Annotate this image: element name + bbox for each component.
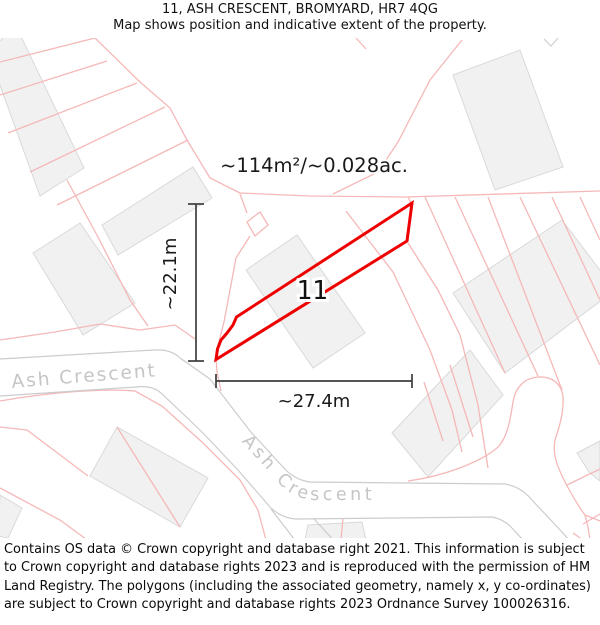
building — [305, 522, 366, 538]
map-canvas — [0, 38, 600, 538]
header — [0, 0, 600, 38]
width-dimension-label: ~27.4m — [277, 391, 351, 412]
page-title: 11, ASH CRESCENT, BROMYARD, HR7 4QG — [162, 2, 438, 17]
area-label: ~114m²/~0.028ac. — [220, 154, 408, 177]
copyright-text: Contains OS data © Crown copyright and database right 2021. This information is subject to Crown copyright and database rights 2023 and is reproduced with the permission of HM Land Registry. The polygons (including the associated geometry, namely x, y co-ordinates) are subject to Crown copyright and database rights 2023 Ordnance Survey 100026316. — [4, 542, 591, 612]
depth-dimension-label: ~22.1m — [160, 237, 181, 311]
street-label-text: Ash Crescent — [10, 360, 158, 393]
page-subtitle: Map shows position and indicative extent of the property. — [113, 18, 487, 33]
footer — [0, 538, 600, 625]
plot-number-label: 11 — [296, 276, 328, 306]
street-label-text: Ash Crescent — [237, 431, 376, 505]
